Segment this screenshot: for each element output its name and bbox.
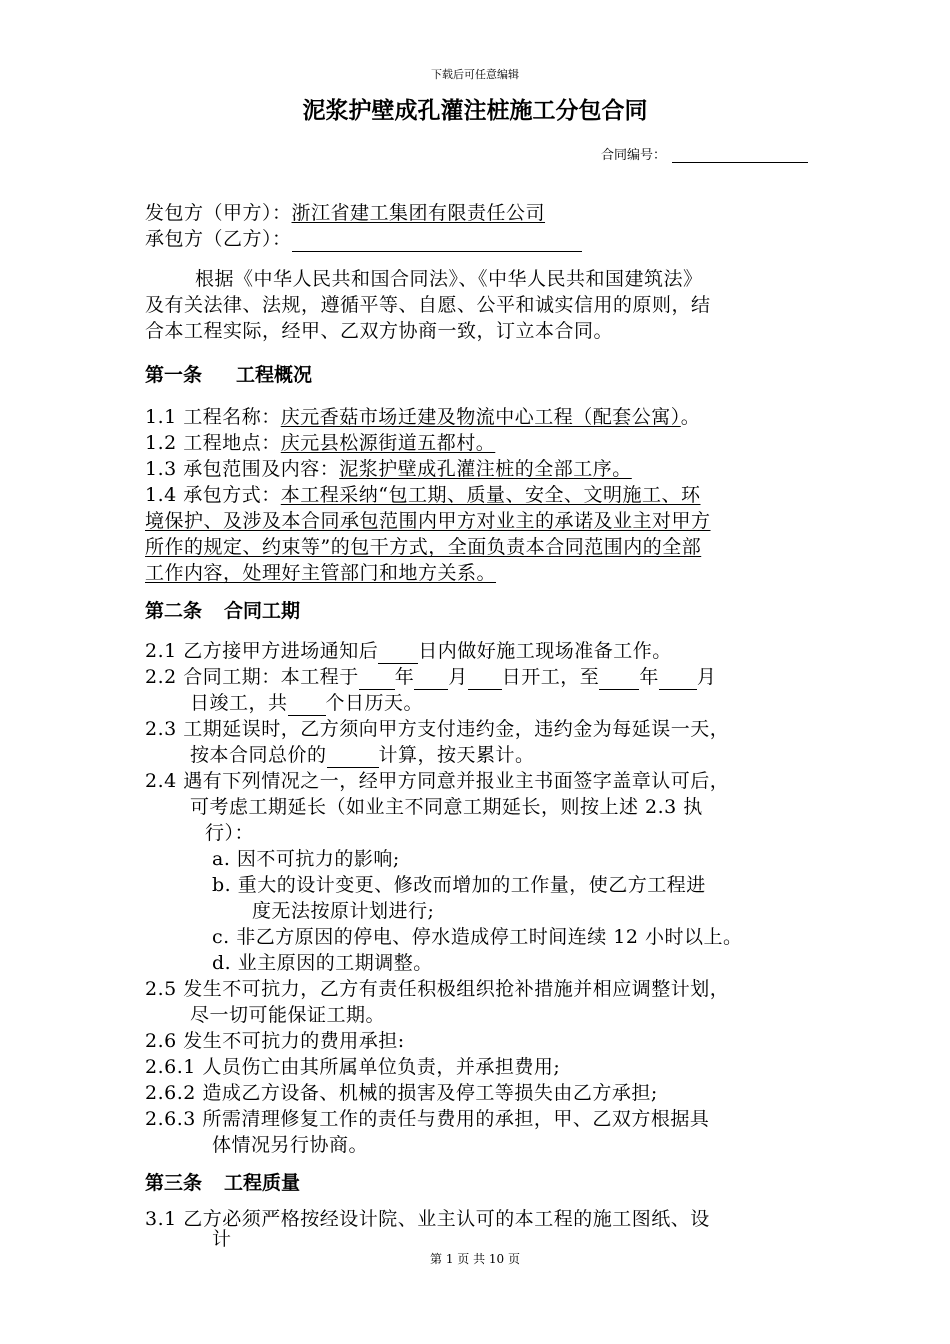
header-note: 下载后可任意编辑 (431, 68, 519, 81)
item-2-5: 2.5 发生不可抗力，乙方有责任积极组织抢补措施并相应调整计划， (145, 978, 730, 1000)
item-2-4-b-cont: 度无法按原计划进行; (252, 900, 435, 922)
blank-end-year (599, 669, 639, 690)
party-b (145, 226, 582, 252)
item-2-1-text-a: 2.1 乙方接甲方进场通知后 (145, 640, 379, 662)
item-2-4: 2.4 遇有下列情况之一，经甲方同意并报业主书面签字盖章认可后， (145, 770, 730, 792)
item-2-5-cont: 尽一切可能保证工期。 (190, 1004, 386, 1026)
item-2-4-line-2: 可考虑工期延长（如业主不同意工期延长，则按上述 2.3 执 (190, 796, 703, 818)
blank-total-days (288, 695, 326, 716)
item-1-3 (145, 456, 632, 482)
preamble-line-3: 合本工程实际，经甲、乙双方协商一致，订立本合同。 (145, 320, 614, 342)
section-3-number: 第三条 (145, 1172, 203, 1194)
party-a-label: 发包方（甲方）： (145, 202, 292, 224)
item-2-4-c: c. 非乙方原因的停电、停水造成停工时间连续 12 小时以上。 (212, 926, 743, 948)
contract-number-label: 合同编号： (600, 148, 666, 163)
item-2-2-month-2: 月 (696, 666, 717, 688)
preamble-line-2: 及有关法律、法规，遵循平等、自愿、公平和诚实信用的原则，结 (145, 294, 711, 316)
item-2-2-month: 月 (448, 666, 468, 688)
document-title: 泥浆护壁成孔灌注桩施工分包合同 (302, 98, 648, 124)
page-footer: 第 1 页 共 10 页 (430, 1252, 520, 1266)
item-3-1-line-2: 计 (212, 1228, 232, 1250)
item-1-2 (145, 430, 495, 456)
item-2-1 (145, 638, 672, 664)
item-1-4-line-3: 所作的规定、约束等”的包干方式，全面负责本合同范围内的全部 (145, 536, 702, 558)
item-2-6-1: 2.6.1 人员伤亡由其所属单位负责，并承担费用; (145, 1056, 561, 1078)
blank-prep-days (378, 643, 418, 664)
section-1-title: 工程概况 (236, 364, 313, 386)
item-2-6-3-cont: 体情况另行协商。 (212, 1134, 369, 1156)
item-1-3-value: 泥浆护壁成孔灌注桩的全部工序。 (339, 458, 632, 480)
party-a (145, 200, 545, 226)
item-1-4-label: 1.4 承包方式： (145, 484, 281, 506)
section-2-heading (145, 596, 300, 623)
item-1-4-line-4: 工作内容，处理好主管部门和地方关系。 (145, 562, 497, 584)
preamble-line-1: 根据《中华人民共和国合同法》、《中华人民共和国建筑法》 (195, 268, 703, 290)
item-1-4-line-1: 本工程采纳“包工期、质量、安全、文明施工、环 (280, 484, 701, 506)
item-2-3-cont-b: 计算，按天累计。 (378, 744, 535, 766)
item-2-2-text-d: 日开工，至 (501, 666, 600, 688)
blank-start-year (359, 669, 395, 690)
contract-number-blank (672, 148, 808, 163)
contract-number (601, 144, 808, 163)
item-1-4 (145, 482, 700, 508)
item-1-4-line-2: 境保护、及涉及本合同承包范围内甲方对业主的承诺及业主对甲方 (145, 510, 711, 532)
item-2-1-text-b: 日内做好施工现场准备工作。 (418, 640, 672, 662)
item-1-1-end: 。 (680, 406, 701, 428)
item-1-3-label: 1.3 承包范围及内容： (145, 458, 340, 480)
blank-start-month (414, 669, 448, 690)
section-2-number: 第二条 (145, 600, 203, 622)
item-2-2-year-2: 年 (639, 666, 659, 688)
section-3-heading (145, 1168, 300, 1195)
item-2-4-line-3: 行）： (205, 822, 255, 844)
section-3-title: 工程质量 (224, 1172, 301, 1194)
party-b-blank (292, 231, 582, 252)
item-1-1-value: 庆元香菇市场迁建及物流中心工程（配套公寓） (280, 406, 681, 428)
item-2-2-year: 年 (394, 666, 415, 688)
item-2-4-b: b. 重大的设计变更、修改而增加的工作量，使乙方工程进 (212, 874, 706, 896)
item-2-2-text-a: 2.2 合同工期：本工程于 (145, 666, 359, 688)
item-2-6-2: 2.6.2 造成乙方设备、机械的损害及停工等损失由乙方承担; (145, 1082, 658, 1104)
section-2-title: 合同工期 (224, 600, 301, 622)
item-2-6: 2.6 发生不可抗力的费用承担: (145, 1030, 405, 1052)
blank-penalty-rate (327, 747, 379, 768)
item-2-4-d: d. 业主原因的工期调整。 (212, 952, 433, 974)
party-b-label: 承包方（乙方）： (145, 228, 292, 250)
item-1-1 (145, 404, 700, 430)
item-2-6-3: 2.6.3 所需清理修复工作的责任与费用的承担，甲、乙双方根据具 (145, 1108, 710, 1130)
section-1-number: 第一条 (145, 364, 203, 386)
item-1-2-value: 庆元县松源街道五都村。 (280, 432, 496, 454)
item-2-3-cont (190, 742, 535, 768)
party-a-value: 浙江省建工集团有限责任公司 (291, 202, 546, 224)
item-3-1: 3.1 乙方必须严格按经设计院、业主认可的本工程的施工图纸、设 (145, 1208, 710, 1230)
item-1-2-label: 1.2 工程地点： (145, 432, 281, 454)
blank-end-month (659, 669, 697, 690)
item-2-2-cont (190, 690, 423, 716)
item-2-2 (145, 664, 716, 690)
item-2-4-a: a. 因不可抗力的影响; (212, 848, 400, 870)
item-1-1-label: 1.1 工程名称： (145, 406, 281, 428)
item-2-2-cont-a: 日竣工，共 (190, 692, 288, 714)
section-1-heading (145, 360, 312, 387)
item-2-3-cont-a: 按本合同总价的 (190, 744, 327, 766)
blank-start-day (468, 669, 502, 690)
item-2-2-cont-b: 个日历天。 (325, 692, 424, 714)
item-2-3: 2.3 工期延误时，乙方须向甲方支付违约金，违约金为每延误一天， (145, 718, 730, 740)
